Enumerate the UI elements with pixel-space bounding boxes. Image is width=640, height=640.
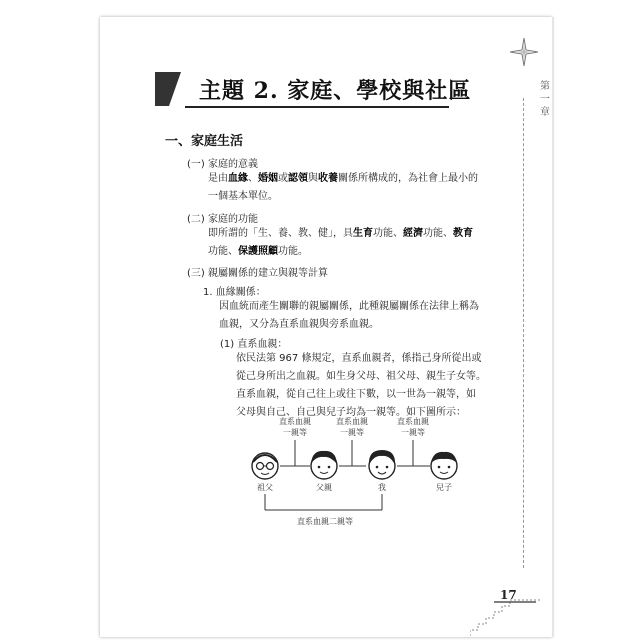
title-underline: [185, 106, 449, 108]
subsubsection-label: (1) 直系血親：: [220, 339, 288, 350]
kinship-diagram: [240, 410, 480, 535]
person-label-father: 父親: [316, 483, 332, 492]
top-label-2: 直系血親 一親等: [336, 417, 368, 437]
margin-dashed-rule: [523, 98, 524, 568]
item-text-meaning: 是由血緣、婚姻或認領與收養關係所構成的，為社會上最小的 一個基本單位。: [208, 173, 478, 202]
father-face-icon: [311, 451, 337, 479]
person-label-me: 我: [378, 483, 386, 492]
item-label-kinship: (三) 親屬關係的建立與親等計算: [187, 268, 328, 279]
page-edge: [552, 17, 554, 637]
title-block-decoration: [155, 72, 181, 106]
top-label-1: 直系血親 一親等: [279, 417, 311, 437]
person-label-son: 兒子: [436, 483, 452, 492]
item-text-function: 即所謂的「生、養、教、健」，具生育功能、經濟功能、教育 功能、保護照顧功能。: [208, 228, 473, 257]
chapter-label: 第一章: [540, 81, 550, 118]
subsection-label: 1. 血緣關係：: [203, 287, 266, 298]
page-title: 主題 2. 家庭、學校與社區: [199, 78, 472, 104]
top-label-3: 直系血親 一親等: [397, 417, 429, 437]
section-heading: 一、家庭生活: [165, 134, 244, 149]
person-label-grandfather: 祖父: [257, 483, 273, 492]
bottom-label: 直系血親二親等: [297, 517, 353, 526]
item-label-meaning: (一) 家庭的意義: [187, 159, 258, 170]
page-number: 17: [500, 588, 517, 602]
item-label-function: (二) 家庭的功能: [187, 214, 258, 225]
son-face-icon: [431, 452, 457, 479]
subsubsection-text: 依民法第 967 條規定，直系血親者，係指己身所從出或 從己身所出之血親。如生身父母、祖父母、親生子女等。 直系血親，從自己往上或往下數，以一世為一親等，如 父母與自己、自己與兒子均為一親等。如下圖所示：: [236, 353, 486, 418]
subsection-text: 因血統而產生關聯的親屬關係，此種親屬關係在法律上稱為 血親，又分為直系血親與旁系血親。: [219, 301, 479, 330]
grandfather-face-icon: [252, 453, 278, 479]
compass-star-icon: [510, 38, 538, 66]
me-face-icon: [369, 450, 395, 479]
